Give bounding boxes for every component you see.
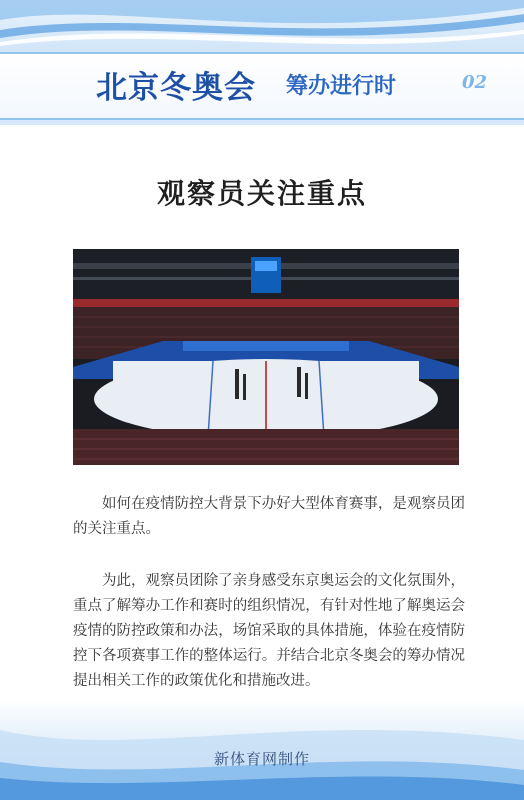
header-subtitle: 筹办进行时 (286, 74, 397, 99)
header-bar (0, 52, 524, 120)
header-title: 北京冬奥会 (96, 70, 256, 106)
ice-arena-photo (73, 249, 459, 465)
arena-illustration-icon (73, 249, 459, 465)
article-title: 观察员关注重点 (156, 177, 367, 210)
page-number: 02 (462, 72, 488, 93)
article-paragraph-2: 为此，观察员团除了亲身感受东京奥运会的文化氛围外，重点了解筹办工作和赛时的组织情况，有针对性地了解奥运会疫情的防控政策和办法，场馆采取的具体措施，体验在疫情防控下各项赛事工作的整体运行。并结合北京冬奥会的筹办情况提出相关工作的政策优化和措施改进。 (73, 573, 465, 689)
footer-credit: 新体育网制作 (213, 750, 310, 768)
article-paragraph-1: 如何在疫情防控大背景下办好大型体育赛事，是观察员团的关注重点。 (73, 496, 465, 537)
